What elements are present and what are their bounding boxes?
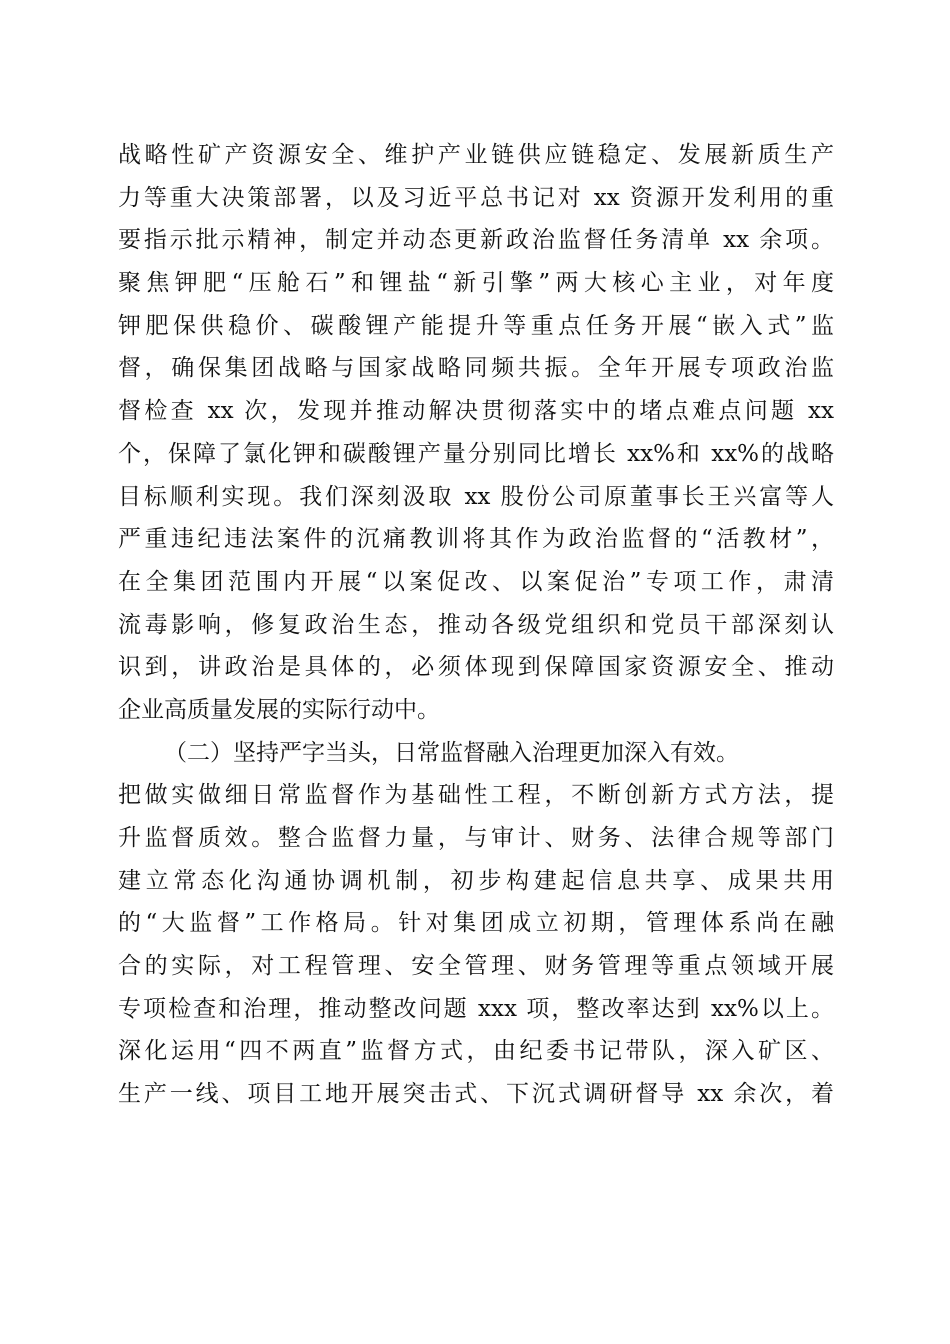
text-line: 严重违纪违法案件的沉痛教训将其作为政治监督的“活教材”， — [118, 526, 834, 553]
text-line: 流毒影响，修复政治生态，推动各级党组织和党员干部深刻认 — [118, 611, 834, 638]
text-line: 合的实际，对工程管理、安全管理、财务管理等重点领域开展 — [118, 953, 834, 980]
text-line: 督，确保集团战略与国家战略同频共振。全年开展专项政治监 — [118, 355, 834, 382]
text-line: 要指示批示精神，制定并动态更新政治监督任务清单 xx 余项。 — [118, 227, 834, 254]
text-line: 聚焦钾肥“压舱石”和锂盐“新引擎”两大核心主业，对年度 — [118, 270, 834, 297]
text-line: 的“大监督”工作格局。针对集团成立初期，管理体系尚在融 — [118, 910, 834, 937]
text-line: 生产一线、项目工地开展突击式、下沉式调研督导 xx 余次，着 — [118, 1081, 834, 1108]
text-line: 个，保障了氯化钾和碳酸锂产量分别同比增长 xx%和 xx%的战略 — [118, 440, 834, 467]
document-body — [118, 134, 834, 1116]
text-line: 建立常态化沟通协调机制，初步构建起信息共享、成果共用 — [118, 867, 834, 894]
text-line: 深化运用“四不两直”监督方式，由纪委书记带队，深入矿区、 — [118, 1038, 834, 1065]
section-heading: （二）坚持严字当头，日常监督融入治理更加深入有效。 — [164, 739, 739, 766]
text-line: 把做实做细日常监督作为基础性工程，不断创新方式方法，提 — [118, 782, 834, 809]
text-line: 钾肥保供稳价、碳酸锂产能提升等重点任务开展“嵌入式”监 — [118, 312, 834, 339]
text-line: 战略性矿产资源安全、维护产业链供应链稳定、发展新质生产 — [118, 142, 834, 168]
text-line: 专项检查和治理，推动整改问题 xxx 项，整改率达到 xx%以上。 — [118, 995, 834, 1022]
paragraph-end-line: 企业高质量发展的实际行动中。 — [118, 696, 440, 723]
text-line: 目标顺利实现。我们深刻汲取 xx 股份公司原董事长王兴富等人 — [118, 483, 834, 510]
text-line: 力等重大决策部署，以及习近平总书记对 xx 资源开发利用的重 — [118, 184, 834, 211]
text-line: 督检查 xx 次，发现并推动解决贯彻落实中的堵点难点问题 xx — [118, 398, 834, 425]
text-line: 在全集团范围内开展“以案促改、以案促治”专项工作，肃清 — [118, 568, 834, 595]
text-line: 识到，讲政治是具体的，必须体现到保障国家资源安全、推动 — [118, 654, 834, 681]
text-line: 升监督质效。整合监督力量，与审计、财务、法律合规等部门 — [118, 825, 834, 851]
